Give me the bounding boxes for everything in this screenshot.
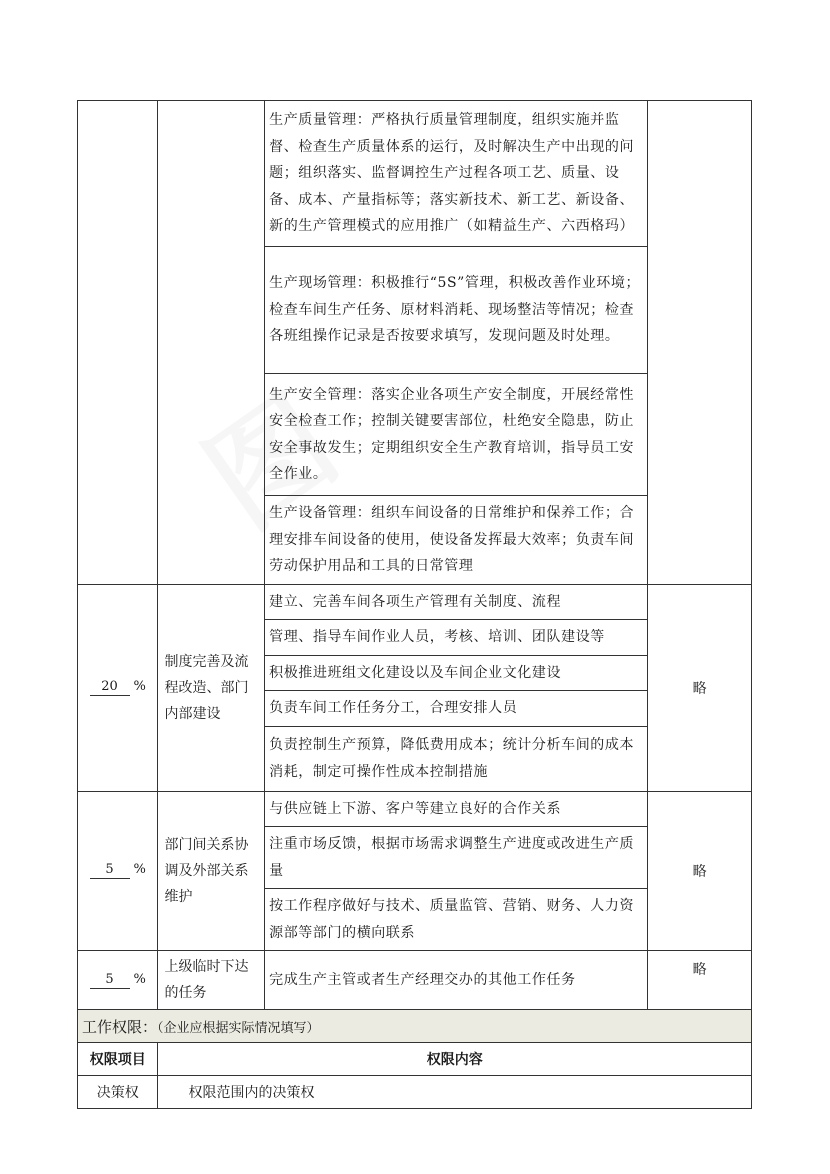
category-cell: 上级临时下达的任务: [158, 951, 265, 1010]
table-row: [78, 951, 752, 1010]
duty-cell: 注重市场反馈，根据市场需求调整生产进度或改进生产质量: [265, 827, 648, 889]
result-cell: 略: [648, 791, 752, 951]
result-cell: [648, 101, 752, 585]
duty-cell: 负责车间工作任务分工，合理安排人员: [265, 691, 648, 727]
duty-cell: 生产质量管理：严格执行质量管理制度，组织实施并监督、检查生产质量体系的运行，及时解决生产中出现的问题；组织落实、监督调控生产过程各项工艺、质量、设备、成本、产量指标等；落实新技术、新工艺、新设备、新的生产管理模式的应用推广（如精益生产、六西格玛）: [265, 101, 648, 247]
percent-cell: [78, 791, 158, 951]
percent-cell: [78, 584, 158, 791]
duty-cell: 与供应链上下游、客户等建立良好的合作关系: [265, 791, 648, 827]
percent-value: 5: [90, 972, 130, 989]
result-cell: 略: [648, 951, 752, 1010]
category-cell: [158, 101, 265, 585]
percent-cell: [78, 951, 158, 1010]
duty-cell: 完成生产主管或者生产经理交办的其他工作任务: [265, 951, 648, 1010]
category-cell: 部门间关系协调及外部关系维护: [158, 791, 265, 951]
table-row: [78, 101, 752, 247]
percent-sign: %: [133, 679, 146, 694]
authority-content: 权限范围内的决策权: [158, 1076, 752, 1109]
percent-sign: %: [133, 862, 146, 878]
authority-column-headers: [78, 1043, 752, 1076]
duty-cell: 管理、指导车间作业人员，考核、培训、团队建设等: [265, 620, 648, 656]
authority-item: 决策权: [78, 1076, 158, 1109]
duty-cell: 积极推进班组文化建设以及车间企业文化建设: [265, 655, 648, 691]
percent-value: 20: [90, 679, 130, 696]
duty-cell: 负责控制生产预算，降低费用成本；统计分析车间的成本消耗，制定可操作性成本控制措施: [265, 726, 648, 791]
category-cell: 制度完善及流程改造、部门内部建设: [158, 584, 265, 791]
percent-cell: [78, 101, 158, 585]
percent-value: 5: [90, 862, 130, 879]
job-duties-table: [77, 100, 752, 1109]
authority-title: 工作权限：: [82, 1017, 158, 1036]
duty-cell: 建立、完善车间各项生产管理有关制度、流程: [265, 584, 648, 620]
column-header-item: 权限项目: [78, 1043, 158, 1076]
table-row: [78, 1076, 752, 1109]
result-cell: 略: [648, 584, 752, 791]
table-row: [78, 791, 752, 827]
duty-cell: 按工作程序做好与技术、质量监管、营销、财务、人力资源部等部门的横向联系: [265, 889, 648, 951]
authority-note: （企业应根据实际情况填写）: [157, 1020, 320, 1036]
percent-sign: %: [133, 971, 146, 987]
authority-section-header: [78, 1010, 752, 1043]
duty-cell: 生产安全管理：落实企业各项生产安全制度，开展经常性安全检查工作；控制关键要害部位，杜绝安全隐患，防止安全事故发生；定期组织安全生产教育培训，指导员工安全作业。: [265, 374, 648, 496]
column-header-content: 权限内容: [158, 1043, 752, 1076]
duty-cell: 生产设备管理：组织车间设备的日常维护和保养工作；合理安排车间设备的使用，使设备发挥最大效率；负责车间劳动保护用品和工具的日常管理: [265, 496, 648, 585]
table-row: [78, 584, 752, 620]
duty-cell: 生产现场管理：积极推行“5S”管理，积极改善作业环境；检查车间生产任务、原材料消耗、现场整洁等情况；检查各班组操作记录是否按要求填写，发现问题及时处理。: [265, 247, 648, 374]
authority-section-title: [78, 1010, 752, 1043]
